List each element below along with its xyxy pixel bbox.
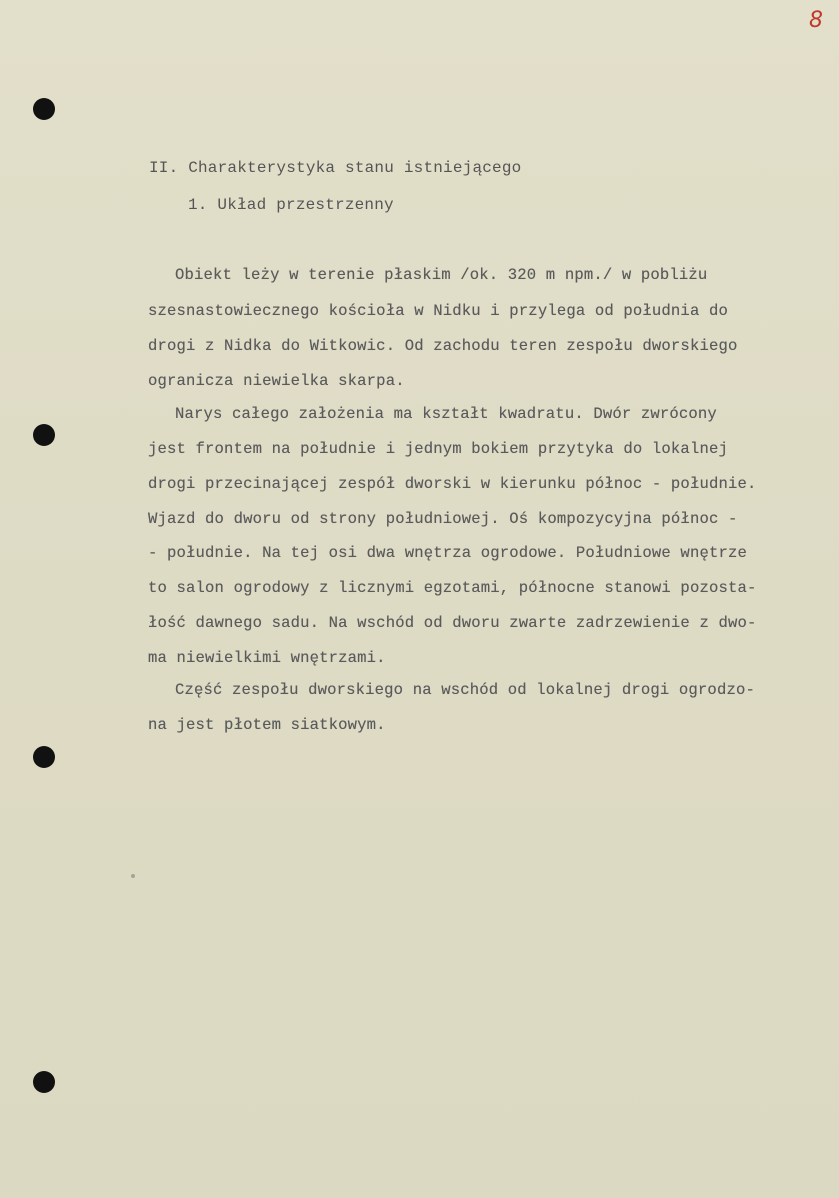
text-line: to salon ogrodowy z licznymi egzotami, północne stanowi pozosta-	[148, 579, 757, 597]
text-line: drogi z Nidka do Witkowic. Od zachodu teren zespołu dworskiego	[148, 337, 738, 355]
paper-speck	[131, 874, 135, 878]
punch-hole	[33, 98, 55, 120]
punch-hole	[33, 746, 55, 768]
text-line: - południe. Na tej osi dwa wnętrza ogrodowe. Południowe wnętrze	[148, 544, 747, 562]
text-line: ma niewielkimi wnętrzami.	[148, 649, 386, 667]
text-line: Narys całego założenia ma kształt kwadratu. Dwór zwrócony	[175, 405, 717, 423]
page-number: 8	[809, 8, 823, 33]
text-line: szesnastowiecznego kościoła w Nidku i przylega od południa do	[148, 302, 728, 320]
text-line: Wjazd do dworu od strony południowej. Oś kompozycyjna północ -	[148, 510, 738, 528]
text-line: ogranicza niewielka skarpa.	[148, 372, 405, 390]
subsection-heading: 1. Układ przestrzenny	[188, 196, 394, 214]
text-line: łość dawnego sadu. Na wschód od dworu zwarte zadrzewienie z dwo-	[148, 614, 757, 632]
text-line: Obiekt leży w terenie płaskim /ok. 320 m npm./ w pobliżu	[175, 266, 708, 284]
punch-hole	[33, 1071, 55, 1093]
section-heading: II. Charakterystyka stanu istniejącego	[149, 159, 522, 177]
punch-hole	[33, 424, 55, 446]
text-line: jest frontem na południe i jednym bokiem przytyka do lokalnej	[148, 440, 728, 458]
text-line: Część zespołu dworskiego na wschód od lokalnej drogi ogrodzo-	[175, 681, 755, 699]
text-line: drogi przecinającej zespół dworski w kierunku północ - południe.	[148, 475, 757, 493]
text-line: na jest płotem siatkowym.	[148, 716, 386, 734]
